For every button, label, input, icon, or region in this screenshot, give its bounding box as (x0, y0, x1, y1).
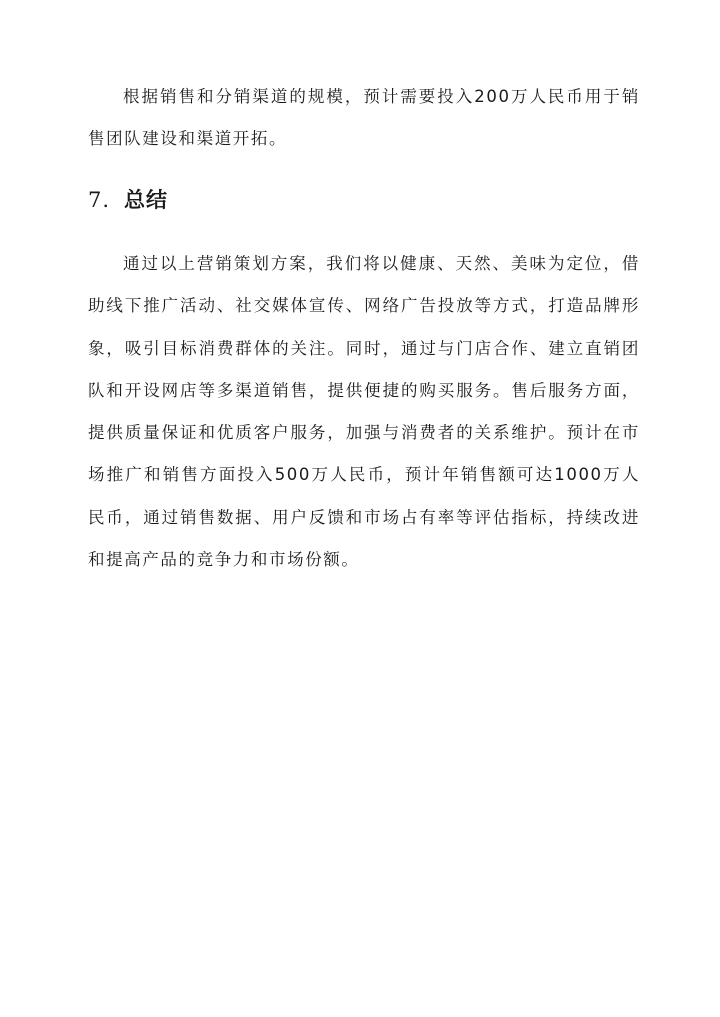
section-title: 总结 (124, 188, 169, 212)
section-heading (88, 182, 168, 218)
section-number: 7. (88, 188, 111, 212)
summary-paragraph: 通过以上营销策划方案，我们将以健康、天然、美味为定位，借助线下推广活动、社交媒体宣传、网络广告投放等方式，打造品牌形象，吸引目标消费群体的关注。同时，通过与门店合作、建立直销团队和开设网店等多渠道销售，提供便捷的购买服务。售后服务方面，提供质量保证和优质客户服务，加强与消费者的关系维护。预计在市场推广和销售方面投入500万人民币，预计年销售额可达1000万人民币，通过销售数据、用户反馈和市场占有率等评估指标，持续改进和提高产品的竞争力和市场份额。 (88, 254, 640, 570)
budget-paragraph: 根据销售和分销渠道的规模，预计需要投入200万人民币用于销售团队建设和渠道开拓。 (88, 87, 640, 149)
